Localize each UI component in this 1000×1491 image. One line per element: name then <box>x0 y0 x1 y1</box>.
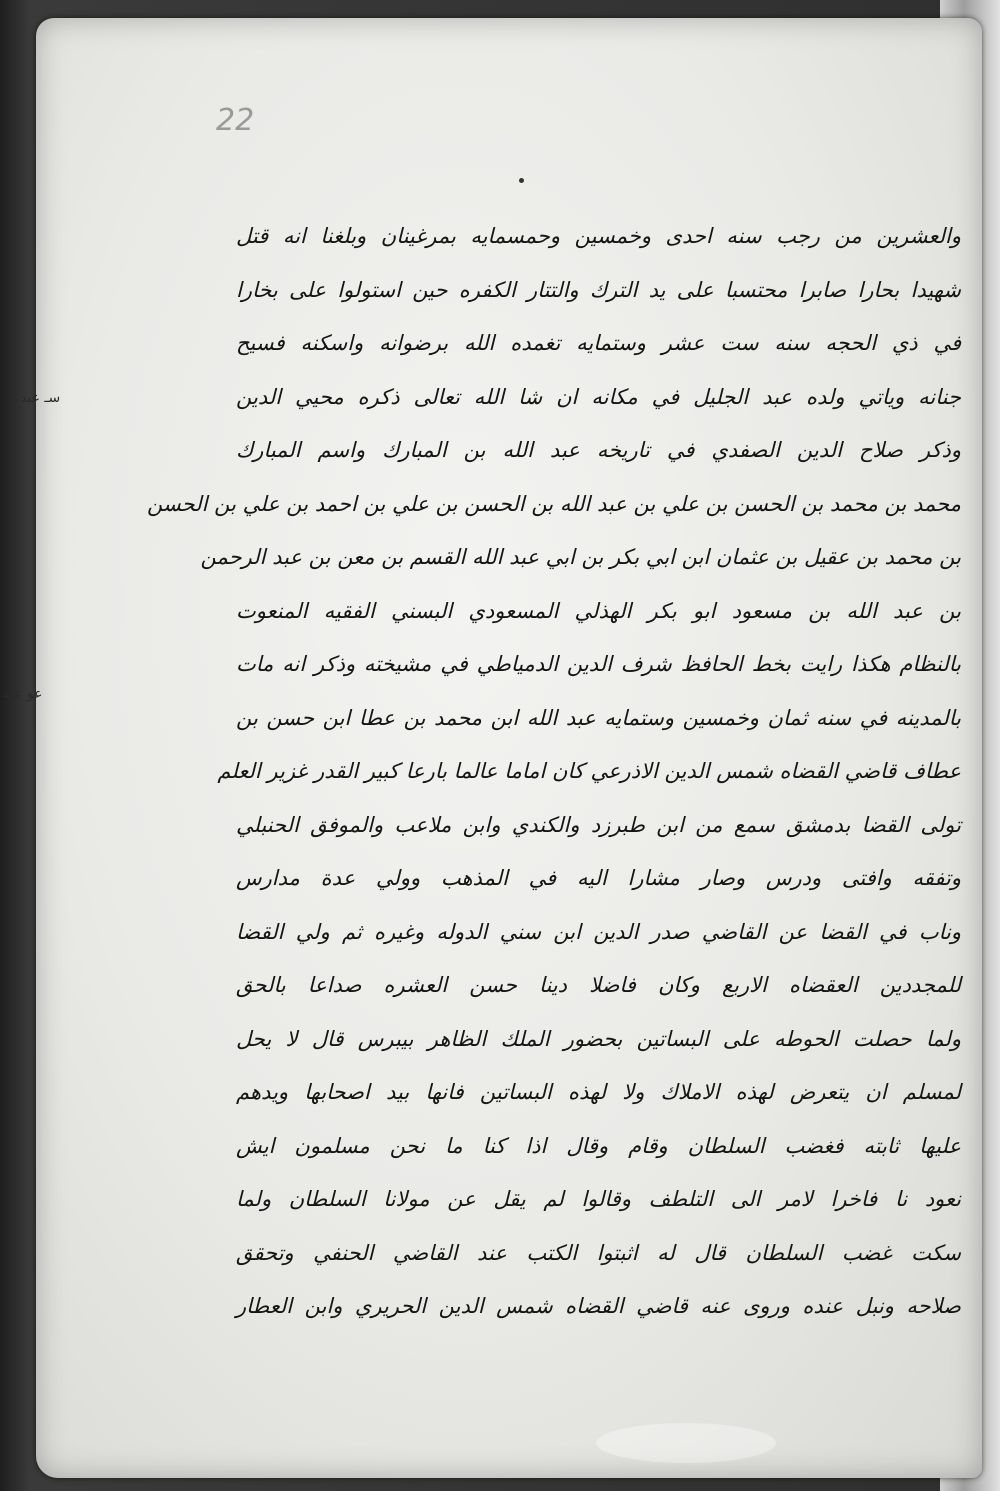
text-line: وناب في القضا عن القاضي صدر الدين ابن سني الدوله وغيره ثم ولي القضا <box>236 919 961 944</box>
page-wear-mark <box>596 1423 776 1463</box>
text-line: ولما حصلت الحوطه على البساتين بحضور الملك الظاهر بيبرس قال لا يحل <box>236 1026 961 1051</box>
text-line: بالمدينه في سنه ثمان وخمسين وستمايه عبد الله ابن محمد بن عطا ابن حسن بن <box>236 705 961 730</box>
text-line: جنانه وياتي ولده عبد الجليل في مكانه ان شا الله تعالى ذكره محيي الدين <box>236 384 961 409</box>
margin-note: عو عله <box>2 686 43 702</box>
text-line: بن محمد بن عقيل بن عثمان ابن ابي بكر بن ابي عبد الله القسم بن معن بن عبد الرحمن <box>200 545 961 569</box>
folio-number: 22 <box>216 103 255 138</box>
text-line: بن عبد الله بن مسعود ابو بكر الهذلي المسعودي البسني الفقيه المنعوت <box>236 598 961 623</box>
text-line: سكت غضب السلطان قال له اثبتوا الكتب عند القاضي الحنفي وتحقق <box>236 1240 961 1265</box>
text-line: وذكر صلاح الدين الصفدي في تاريخه عبد الله بن المبارك واسم المبارك <box>236 438 961 462</box>
text-line: تولى القضا بدمشق سمع من ابن طبرزد والكندي وابن ملاعب والموفق الحنبلي <box>236 812 961 837</box>
text-line: صلاحه ونبل عنده وروى عنه قاضي القضاه شمس الدين الحريري وابن العطار <box>236 1294 961 1318</box>
text-line: وتفقه وافتى ودرس وصار مشارا اليه في المذهب وولي عدة مدارس <box>236 866 961 890</box>
text-line: بالنظام هكذا رايت بخط الحافظ شرف الدين الدمياطي في مشيخته وذكر انه مات <box>236 652 961 676</box>
text-line: شهيدا بحارا صابرا محتسبا على يد الترك والتتار الكفره حين استولوا على بخارا <box>236 277 961 302</box>
margin-note: سـ عبد <box>20 390 61 406</box>
manuscript-page <box>36 18 982 1478</box>
text-line: نعود نا فاخرا لامر الى التلطف وقالوا لم يقل عن مولانا السلطان ولما <box>236 1187 961 1211</box>
text-line: للمجددين العقضاه الاربع وكان فاضلا دينا حسن العشره صداعا بالحق <box>236 973 961 997</box>
text-line: عطاف قاضي القضاه شمس الدين الاذرعي كان اماما عالما بارعا كبير القدر غزير العلم <box>217 759 961 783</box>
text-line: لمسلم ان يتعرض لهذه الاملاك ولا لهذه البساتين فانها بيد اصحابها ويدهم <box>236 1080 961 1104</box>
text-line: في ذي الحجه سنه ست عشر وستمايه تغمده الله برضوانه واسكنه فسيح <box>236 331 961 355</box>
text-line: محمد بن محمد بن الحسن بن علي بن عبد الله بن الحسن بن علي بن احمد بن علي بن الحسن <box>146 491 961 516</box>
manuscript-text-block <box>146 210 961 1334</box>
ink-dot <box>519 178 524 183</box>
text-line: والعشرين من رجب سنه احدى وخمسين وحمسمايه بمرغينان وبلغنا انه قتل <box>236 224 961 248</box>
text-line: عليها ثابته فغضب السلطان وقام وقال اذا كنا ما نحن مسلمون ايش <box>236 1133 961 1158</box>
